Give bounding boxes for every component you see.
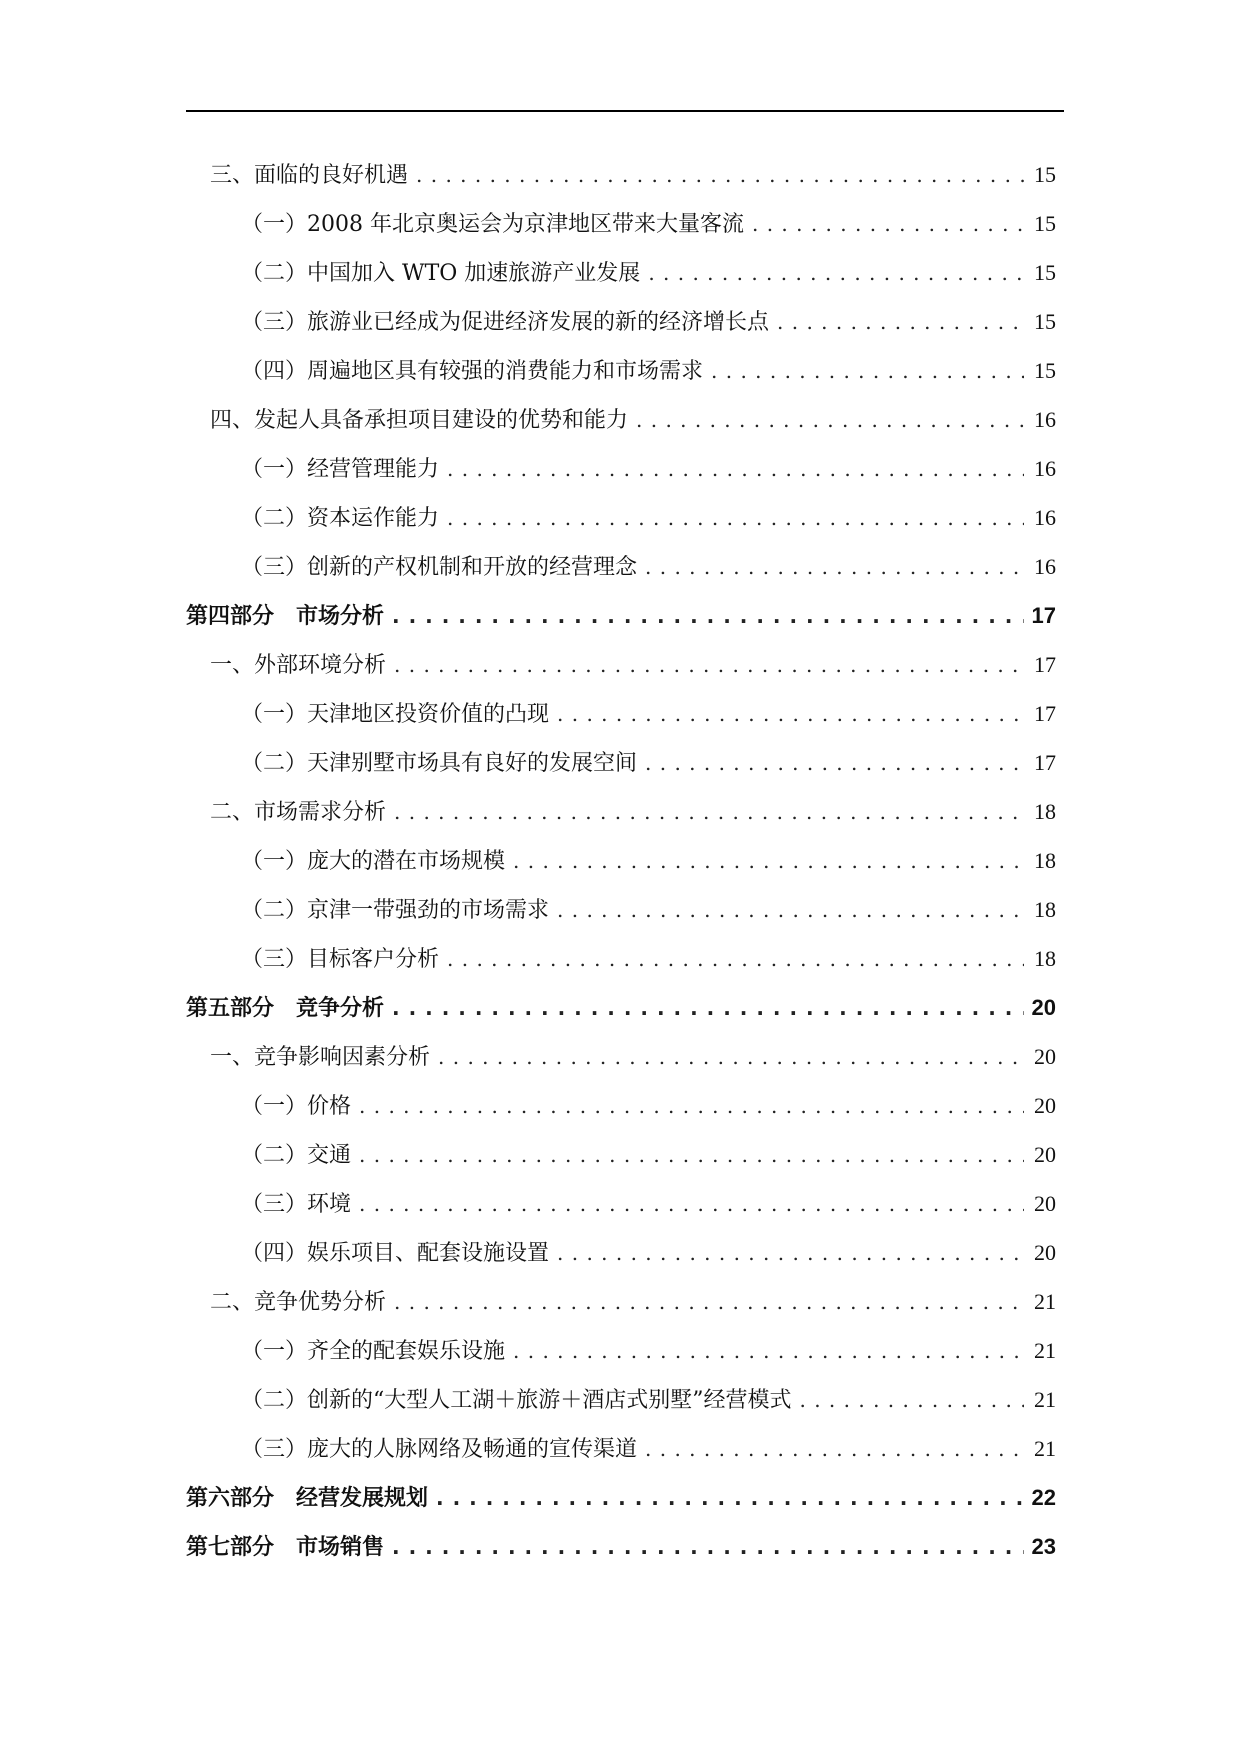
toc-entry-title: （二）交通 <box>241 1143 352 1168</box>
toc-page-number: 20 <box>1034 1191 1056 1216</box>
toc-subsection-entry[interactable] <box>186 934 1056 983</box>
dot-leader <box>636 396 1024 445</box>
toc-page-number: 20 <box>1034 1142 1056 1167</box>
toc-entry-title: （一）2008 年北京奥运会为京津地区带来大量客流 <box>241 212 744 237</box>
toc-section-entry[interactable] <box>186 787 1056 836</box>
toc-subsection-entry[interactable] <box>186 1228 1056 1277</box>
toc-page-number: 18 <box>1034 848 1056 873</box>
toc-entry-title: 一、竞争影响因素分析 <box>210 1045 431 1070</box>
toc-entry-title: 第六部分 经营发展规划 <box>186 1486 429 1511</box>
toc-part-entry[interactable] <box>186 591 1056 640</box>
toc-entry-title: （一）庞大的潜在市场规模 <box>241 849 506 874</box>
dot-leader <box>557 886 1024 935</box>
toc-page-number: 17 <box>1034 701 1056 726</box>
dot-leader <box>392 984 1024 1033</box>
dot-leader <box>394 641 1024 690</box>
toc-entry-title: （一）价格 <box>241 1094 352 1119</box>
toc-entry-title: （二）资本运作能力 <box>241 506 440 531</box>
dot-leader <box>394 1278 1024 1327</box>
dot-leader <box>513 1327 1024 1376</box>
toc-entry-title: 第七部分 市场销售 <box>186 1535 385 1560</box>
toc-part-entry[interactable] <box>186 983 1056 1032</box>
toc-entry-title: 二、竞争优势分析 <box>210 1290 387 1315</box>
toc-entry-title: 三、面临的良好机遇 <box>210 163 409 188</box>
toc-entry-title: （三）目标客户分析 <box>241 947 440 972</box>
toc-subsection-entry[interactable] <box>186 199 1056 248</box>
toc-page-number: 16 <box>1034 554 1056 579</box>
toc-page-number: 18 <box>1034 799 1056 824</box>
toc-page-number: 15 <box>1034 358 1056 383</box>
dot-leader <box>436 1474 1024 1523</box>
toc-page-number: 15 <box>1034 309 1056 334</box>
toc-entry-title: 第四部分 市场分析 <box>186 604 385 629</box>
toc-entry-title: 一、外部环境分析 <box>210 653 387 678</box>
toc-section-entry[interactable] <box>186 1032 1056 1081</box>
dot-leader <box>711 347 1024 396</box>
toc-entry-title: （四）娱乐项目、配套设施设置 <box>241 1241 550 1266</box>
toc-section-entry[interactable] <box>186 395 1056 444</box>
toc-entry-title: （四）周遍地区具有较强的消费能力和市场需求 <box>241 359 704 384</box>
toc-entry-title: （一）齐全的配套娱乐设施 <box>241 1339 506 1364</box>
toc-entry-title: （三）旅游业已经成为促进经济发展的新的经济增长点 <box>241 310 770 335</box>
toc-page-number: 17 <box>1031 603 1056 628</box>
dot-leader <box>645 1425 1024 1474</box>
toc-page-number: 16 <box>1034 456 1056 481</box>
toc-page-number: 15 <box>1034 162 1056 187</box>
toc-page-number: 16 <box>1034 407 1056 432</box>
toc-subsection-entry[interactable] <box>186 1130 1056 1179</box>
toc-entry-title: （二）中国加入 WTO 加速旅游产业发展 <box>241 261 641 286</box>
dot-leader <box>557 690 1024 739</box>
toc-page-number: 21 <box>1034 1289 1056 1314</box>
toc-subsection-entry[interactable] <box>186 836 1056 885</box>
dot-leader <box>359 1180 1024 1229</box>
toc-entry-title: 四、发起人具备承担项目建设的优势和能力 <box>210 408 629 433</box>
toc-subsection-entry[interactable] <box>186 248 1056 297</box>
toc-part-entry[interactable] <box>186 1473 1056 1522</box>
dot-leader <box>392 592 1024 641</box>
toc-entry-title: （三）环境 <box>241 1192 352 1217</box>
dot-leader <box>645 543 1024 592</box>
toc-page-number: 17 <box>1034 750 1056 775</box>
toc-section-entry[interactable] <box>186 150 1056 199</box>
toc-entry-title: 二、市场需求分析 <box>210 800 387 825</box>
dot-leader <box>447 494 1024 543</box>
toc-entry-title: （二）创新的“大型人工湖＋旅游＋酒店式别墅”经营模式 <box>241 1388 792 1413</box>
toc-subsection-entry[interactable] <box>186 297 1056 346</box>
toc-page-number: 21 <box>1034 1387 1056 1412</box>
toc-subsection-entry[interactable] <box>186 1326 1056 1375</box>
toc-entry-title: （二）天津别墅市场具有良好的发展空间 <box>241 751 638 776</box>
dot-leader <box>394 788 1024 837</box>
dot-leader <box>645 739 1024 788</box>
dot-leader <box>777 298 1024 347</box>
toc-subsection-entry[interactable] <box>186 493 1056 542</box>
toc-subsection-entry[interactable] <box>186 444 1056 493</box>
toc-entry-title: （三）创新的产权机制和开放的经营理念 <box>241 555 638 580</box>
toc-page-number: 21 <box>1034 1338 1056 1363</box>
dot-leader <box>752 200 1024 249</box>
dot-leader <box>416 151 1024 200</box>
dot-leader <box>392 1523 1024 1572</box>
toc-page-number: 18 <box>1034 946 1056 971</box>
toc-subsection-entry[interactable] <box>186 689 1056 738</box>
toc-subsection-entry[interactable] <box>186 1179 1056 1228</box>
toc-subsection-entry[interactable] <box>186 738 1056 787</box>
toc-page-number: 18 <box>1034 897 1056 922</box>
dot-leader <box>447 445 1024 494</box>
toc-page-number: 21 <box>1034 1436 1056 1461</box>
toc-section-entry[interactable] <box>186 640 1056 689</box>
toc-page-number: 20 <box>1031 995 1056 1020</box>
toc-entry-title: （二）京津一带强劲的市场需求 <box>241 898 550 923</box>
dot-leader <box>557 1229 1024 1278</box>
toc-subsection-entry[interactable] <box>186 1424 1056 1473</box>
toc-part-entry[interactable] <box>186 1522 1056 1571</box>
dot-leader <box>359 1082 1024 1131</box>
table-of-contents <box>186 150 1056 1571</box>
dot-leader <box>438 1033 1024 1082</box>
toc-subsection-entry[interactable] <box>186 885 1056 934</box>
toc-page-number: 20 <box>1034 1240 1056 1265</box>
toc-page-number: 23 <box>1031 1534 1056 1559</box>
toc-subsection-entry[interactable] <box>186 1375 1056 1424</box>
toc-entry-title: （一）天津地区投资价值的凸现 <box>241 702 550 727</box>
dot-leader <box>513 837 1024 886</box>
toc-subsection-entry[interactable] <box>186 542 1056 591</box>
dot-leader <box>359 1131 1024 1180</box>
dot-leader <box>447 935 1024 984</box>
toc-page-number: 15 <box>1034 260 1056 285</box>
toc-page-number: 17 <box>1034 652 1056 677</box>
toc-section-entry[interactable] <box>186 1277 1056 1326</box>
toc-entry-title: （三）庞大的人脉网络及畅通的宣传渠道 <box>241 1437 638 1462</box>
toc-page-number: 20 <box>1034 1093 1056 1118</box>
dot-leader <box>800 1376 1025 1425</box>
dot-leader <box>648 249 1024 298</box>
toc-subsection-entry[interactable] <box>186 346 1056 395</box>
toc-subsection-entry[interactable] <box>186 1081 1056 1130</box>
toc-entry-title: 第五部分 竞争分析 <box>186 996 385 1021</box>
header-rule <box>186 110 1064 112</box>
toc-page-number: 22 <box>1031 1485 1056 1510</box>
toc-page-number: 15 <box>1034 211 1056 236</box>
toc-page-number: 16 <box>1034 505 1056 530</box>
toc-page-number: 20 <box>1034 1044 1056 1069</box>
toc-entry-title: （一）经营管理能力 <box>241 457 440 482</box>
